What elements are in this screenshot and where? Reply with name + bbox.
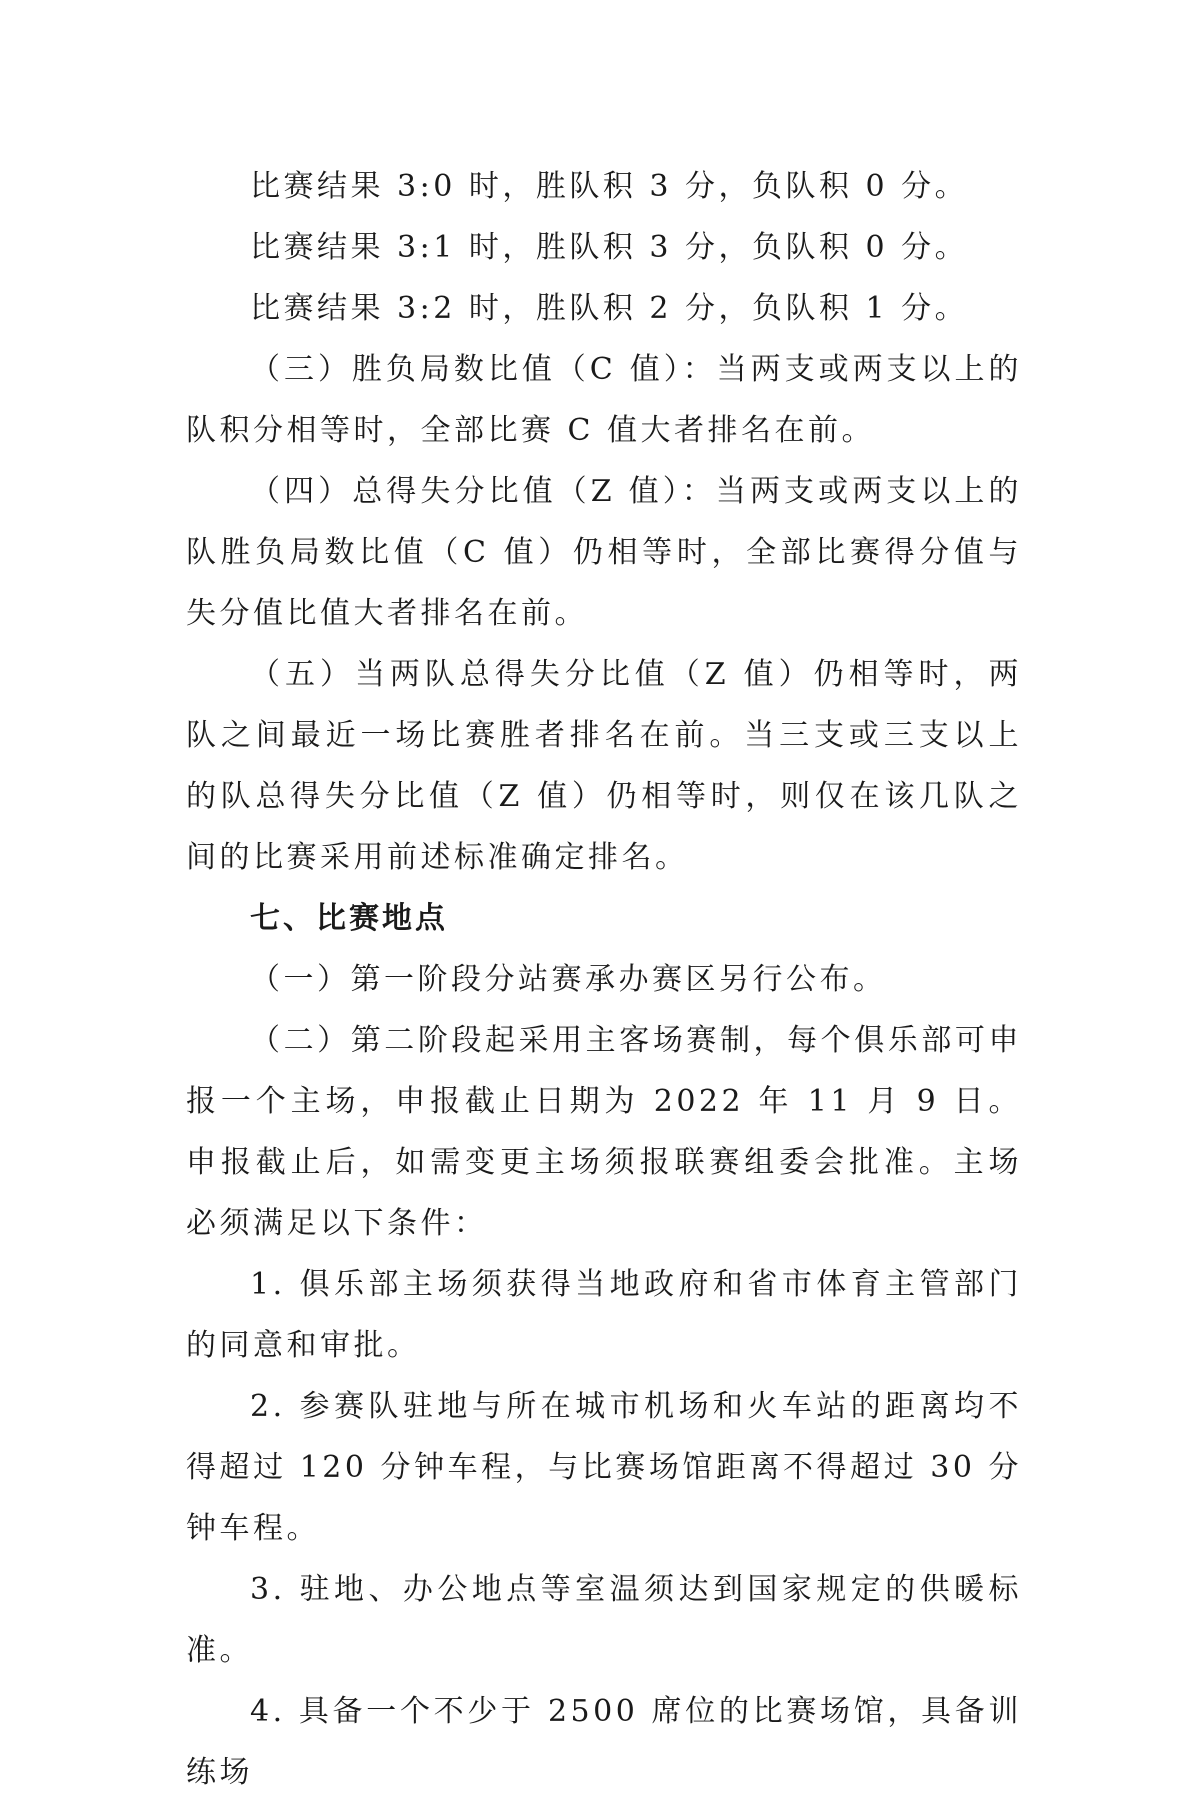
ranking-rule-tiebreak: （五）当两队总得失分比值（Z 值）仍相等时，两队之间最近一场比赛胜者排名在前。当三支或三支以上的队总得失分比值（Z 值）仍相等时，则仅在该几队之间的比赛采用前述标准确定排名。 [186, 657, 1022, 875]
document-body [186, 156, 1022, 1803]
scoring-rule-3-2: 比赛结果 3:2 时，胜队积 2 分，负队积 1 分。 [250, 291, 969, 326]
scoring-rule-3-1: 比赛结果 3:1 时，胜队积 3 分，负队积 0 分。 [250, 230, 969, 265]
ranking-rule-z-value: （四）总得失分比值（Z 值）：当两支或两支以上的队胜负局数比值（C 值）仍相等时，全部比赛得分值与失分值比值大者排名在前。 [186, 474, 1022, 631]
venue-condition-2: 2. 参赛队驻地与所在城市机场和火车站的距离均不得超过 120 分钟车程，与比赛场馆距离不得超过 30 分钟车程。 [186, 1389, 1022, 1546]
venue-rule-stage-two: （二）第二阶段起采用主客场赛制，每个俱乐部可申报一个主场，申报截止日期为 2022 年 11 月 9 日。申报截止后，如需变更主场须报联赛组委会批准。主场必须满足以下条件： [186, 1023, 1022, 1241]
venue-rule-stage-one: （一）第一阶段分站赛承办赛区另行公布。 [250, 962, 887, 997]
venue-condition-4: 4. 具备一个不少于 2500 席位的比赛场馆，具备训练场 [186, 1694, 1022, 1790]
ranking-rule-c-value: （三）胜负局数比值（C 值）：当两支或两支以上的队积分相等时，全部比赛 C 值大者排名在前。 [186, 352, 1022, 448]
venue-condition-3: 3. 驻地、办公地点等室温须达到国家规定的供暖标准。 [186, 1572, 1022, 1668]
venue-condition-1: 1. 俱乐部主场须获得当地政府和省市体育主管部门的同意和审批。 [186, 1267, 1022, 1363]
scoring-rule-3-0: 比赛结果 3:0 时，胜队积 3 分，负队积 0 分。 [250, 169, 969, 204]
section-heading-venue: 七、比赛地点 [250, 901, 448, 936]
